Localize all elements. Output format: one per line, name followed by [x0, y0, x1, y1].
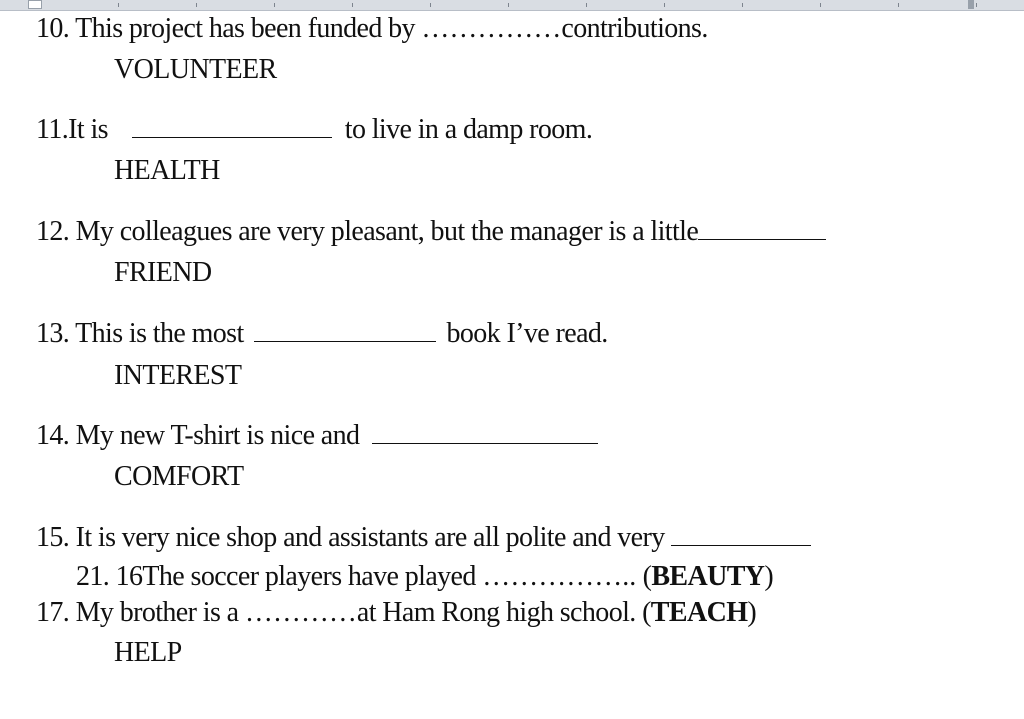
answer-blank: [254, 319, 436, 342]
question-text: at Ham Rong high school.: [356, 597, 636, 628]
word-form-hint: BEAUTY: [651, 561, 765, 592]
question-text: This is the most: [75, 318, 244, 349]
word-form-prompt: VOLUNTEER: [114, 54, 277, 85]
question-16: 21. 16The soccer players have played …………….. (BEAUTY): [76, 561, 774, 592]
right-margin-marker[interactable]: [968, 0, 974, 9]
question-11: [36, 113, 592, 147]
answer-blank: [671, 523, 811, 546]
word-form-prompt: HEALTH: [114, 155, 220, 186]
question-number: 13.: [36, 318, 70, 349]
answer-blank: [132, 115, 332, 138]
question-17: 17. My brother is a …………at Ham Rong high school. (TEACH): [36, 597, 757, 628]
answer-blank: [698, 217, 826, 240]
question-13: [36, 317, 608, 351]
question-text: The soccer players have played: [142, 561, 476, 592]
question-number: 14.: [36, 420, 70, 451]
question-text: contributions.: [561, 13, 708, 44]
word-form-hint: TEACH: [650, 597, 748, 628]
question-text: to live in a damp room.: [344, 114, 593, 145]
question-number: 15.: [36, 522, 70, 553]
question-text: It is very nice shop and assistants are all polite and very: [75, 522, 665, 553]
word-form-prompt: COMFORT: [114, 461, 244, 492]
question-number: 12.: [36, 216, 70, 247]
question-text: This project has been funded by: [75, 13, 415, 44]
word-form-prompt: INTEREST: [114, 360, 242, 391]
question-number: 10.: [36, 13, 70, 44]
question-15: [36, 521, 811, 555]
word-form-prompt: FRIEND: [114, 257, 212, 288]
ruler-ticks: [0, 3, 1024, 7]
question-number: 17.: [36, 597, 70, 628]
question-text: My brother is a: [75, 597, 239, 628]
question-text: It is: [68, 114, 108, 145]
answer-blank: [372, 421, 598, 444]
question-text: My colleagues are very pleasant, but the manager is a little: [75, 216, 699, 247]
question-text: book I’ve read.: [446, 318, 608, 349]
indent-marker[interactable]: [28, 0, 42, 9]
blank-dots: …………: [244, 597, 357, 628]
question-14: [36, 419, 598, 453]
blank-dots: ……………..: [482, 561, 637, 592]
blank-dots: ……………: [421, 13, 562, 44]
ruler-bar[interactable]: [0, 0, 1024, 11]
question-number: 21. 16: [76, 561, 143, 592]
word-form-prompt: HELP: [114, 637, 182, 668]
question-10: [36, 12, 708, 46]
question-text: My new T-shirt is nice and: [75, 420, 360, 451]
question-number: 11.: [36, 114, 69, 145]
question-12: [36, 215, 826, 249]
